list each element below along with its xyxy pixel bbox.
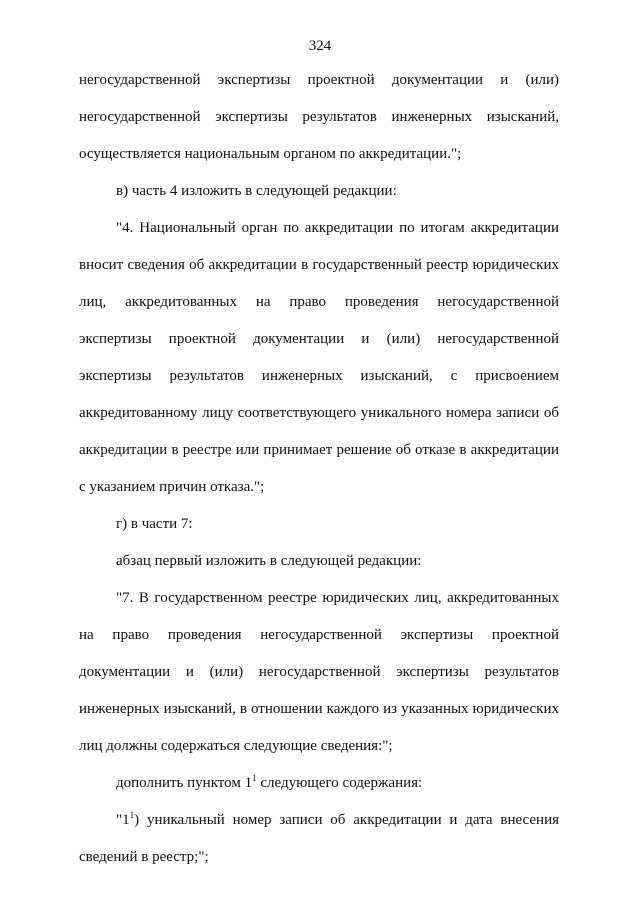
text-line: осуществляется национальным органом по аккредитации."; bbox=[79, 146, 462, 162]
text-line: аккредитации в реестре или принимает решение об отказе в аккредитации bbox=[79, 442, 559, 458]
text-line: негосударственной экспертизы проектной документации и (или) bbox=[79, 72, 559, 88]
text-line: "7. В государственном реестре юридических лиц, аккредитованных bbox=[116, 590, 559, 606]
text-line: лиц, аккредитованных на право проведения негосударственной bbox=[79, 294, 559, 310]
text-segment: следующего содержания: bbox=[256, 775, 423, 791]
text-line: на право проведения негосударственной экспертизы проектной bbox=[79, 627, 559, 643]
text-segment: ) уникальный номер записи об аккредитации и дата внесения bbox=[134, 812, 559, 828]
text-line: сведений в реестр;"; bbox=[79, 849, 209, 865]
superscript: 1 bbox=[252, 773, 257, 783]
text-line: в) часть 4 изложить в следующей редакции: bbox=[116, 183, 397, 199]
text-line: негосударственной экспертизы результатов инженерных изысканий, bbox=[79, 109, 559, 125]
text-line bbox=[116, 810, 559, 830]
text-line: экспертизы проектной документации и (или) негосударственной bbox=[79, 331, 559, 347]
text-line: аккредитованному лицу соответствующего уникального номера записи об bbox=[79, 405, 559, 421]
text-line: "4. Национальный орган по аккредитации по итогам аккредитации bbox=[116, 220, 559, 236]
text-line: документации и (или) негосударственной экспертизы результатов bbox=[79, 664, 559, 680]
text-segment: "1 bbox=[116, 812, 130, 828]
text-segment: дополнить пунктом 1 bbox=[116, 775, 253, 791]
superscript: 1 bbox=[129, 810, 135, 820]
text-line: вносит сведения об аккредитации в государственный реестр юридических bbox=[79, 257, 559, 273]
page-number: 324 bbox=[308, 38, 332, 54]
text-line: экспертизы результатов инженерных изысканий, с присвоением bbox=[79, 368, 559, 384]
text-line: абзац первый изложить в следующей редакции: bbox=[116, 553, 422, 569]
text-line bbox=[116, 773, 422, 793]
text-line: с указанием причин отказа."; bbox=[79, 479, 265, 495]
text-line: г) в части 7: bbox=[116, 516, 193, 532]
text-line: инженерных изысканий, в отношении каждого из указанных юридических bbox=[79, 701, 559, 717]
text-line: лиц должны содержаться следующие сведения:"; bbox=[79, 738, 393, 754]
